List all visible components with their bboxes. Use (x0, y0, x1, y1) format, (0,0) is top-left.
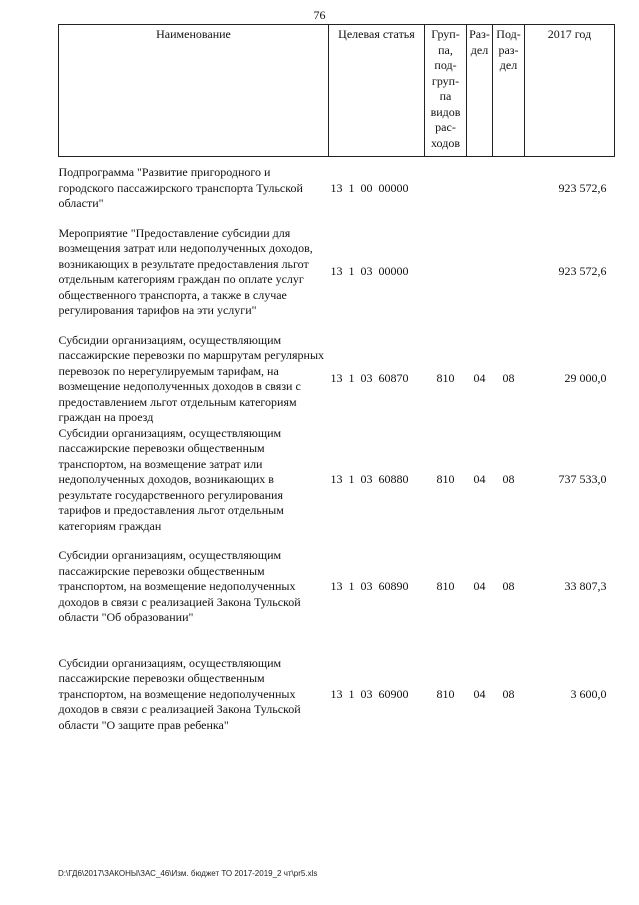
row-name: Субсидии организациям, осуществляющим пассажирские перевозки общественным транспортом, на возмещение недополученных доходов в связи с реализацией Закона Тульской области "Об образовании" (58, 548, 301, 624)
row-target-code: 13 1 03 60870 (330, 371, 409, 386)
row-subsection: 08 (502, 579, 515, 593)
row-subsection (493, 226, 525, 319)
header-section: Раз- дел (467, 25, 493, 157)
row-amount: 33 807,3 (564, 579, 607, 593)
row-section: 04 (473, 371, 486, 386)
row-amount: 737 533,0 (558, 472, 607, 486)
row-target-code: 13 1 03 60880 (330, 472, 409, 486)
row-subsection: 08 (502, 472, 515, 486)
row-name: Мероприятие "Предоставление субсидии для возмещения затрат или недополученных доходов, возникающих в результате предоставления льгот отдельным категориям граждан по оплате услуг общественного транспорта, а также в случае регулирования тарифов на эти услуги" (58, 225, 313, 317)
row-name: Субсидии организациям, осуществляющим пассажирские перевозки общественным транспортом, на возмещение затрат или недополученных доходов, возникающих в результате государственного регулирования тарифов и предоставления льгот отдельным категориям граждан (58, 425, 284, 533)
table-row (59, 426, 615, 535)
row-target-code: 13 1 00 00000 (330, 180, 409, 195)
row-group (425, 165, 467, 212)
row-target-code: 13 1 03 00000 (330, 264, 409, 279)
row-amount: 923 572,6 (558, 264, 607, 279)
table-header (59, 25, 615, 157)
row-subsection (493, 165, 525, 212)
row-amount: 923 572,6 (558, 180, 607, 195)
table-row (59, 656, 615, 734)
row-group: 810 (436, 472, 455, 486)
row-name: Субсидии организациям, осуществляющим пассажирские перевозки по маршрутам регулярных перевозок по нерегулируемым тарифам, на возмещение недополученных доходов в связи с предоставлением льгот отдельным категориям граждан на проезд (58, 332, 325, 424)
row-group: 810 (436, 371, 455, 386)
budget-table (58, 24, 615, 733)
row-name: Подпрограмма "Развитие пригородного и городского пассажирского транспорта Тульской области" (58, 165, 303, 210)
page-number: 76 (313, 8, 326, 22)
row-section: 04 (473, 686, 486, 701)
row-amount: 29 000,0 (564, 371, 607, 386)
header-name: Наименование (59, 25, 329, 157)
header-expense-group: Груп- па, под- груп- па видов рас- ходов (425, 25, 467, 157)
row-subsection: 08 (502, 371, 515, 386)
header-subsection: Под- раз- дел (493, 25, 525, 157)
row-section (467, 226, 493, 319)
table-row (59, 226, 615, 319)
row-group: 810 (436, 579, 455, 593)
table-row (59, 165, 615, 212)
row-name: Субсидии организациям, осуществляющим пассажирские перевозки общественным транспортом, на возмещение недополученных доходов в связи с реализацией Закона Тульской области "О защите прав ребенка" (58, 655, 301, 732)
row-amount: 3 600,0 (570, 686, 607, 701)
row-section (467, 165, 493, 212)
row-group: 810 (436, 686, 455, 701)
header-year-2017: 2017 год (525, 25, 615, 157)
table-row (59, 333, 615, 426)
table-row (59, 548, 615, 626)
row-section: 04 (473, 579, 486, 593)
row-target-code: 13 1 03 60900 (330, 686, 409, 701)
file-path-footer: D:\ГД6\2017\ЗАКОНЫ\ЗАС_46\Изм. бюджет ТО 2017-2019_2 чт\pr5.xls (58, 869, 318, 878)
row-target-code: 13 1 03 60890 (330, 579, 409, 593)
row-subsection: 08 (502, 686, 515, 701)
row-group (425, 226, 467, 319)
header-target-article: Целевая статья (329, 25, 425, 157)
row-section: 04 (473, 472, 486, 486)
